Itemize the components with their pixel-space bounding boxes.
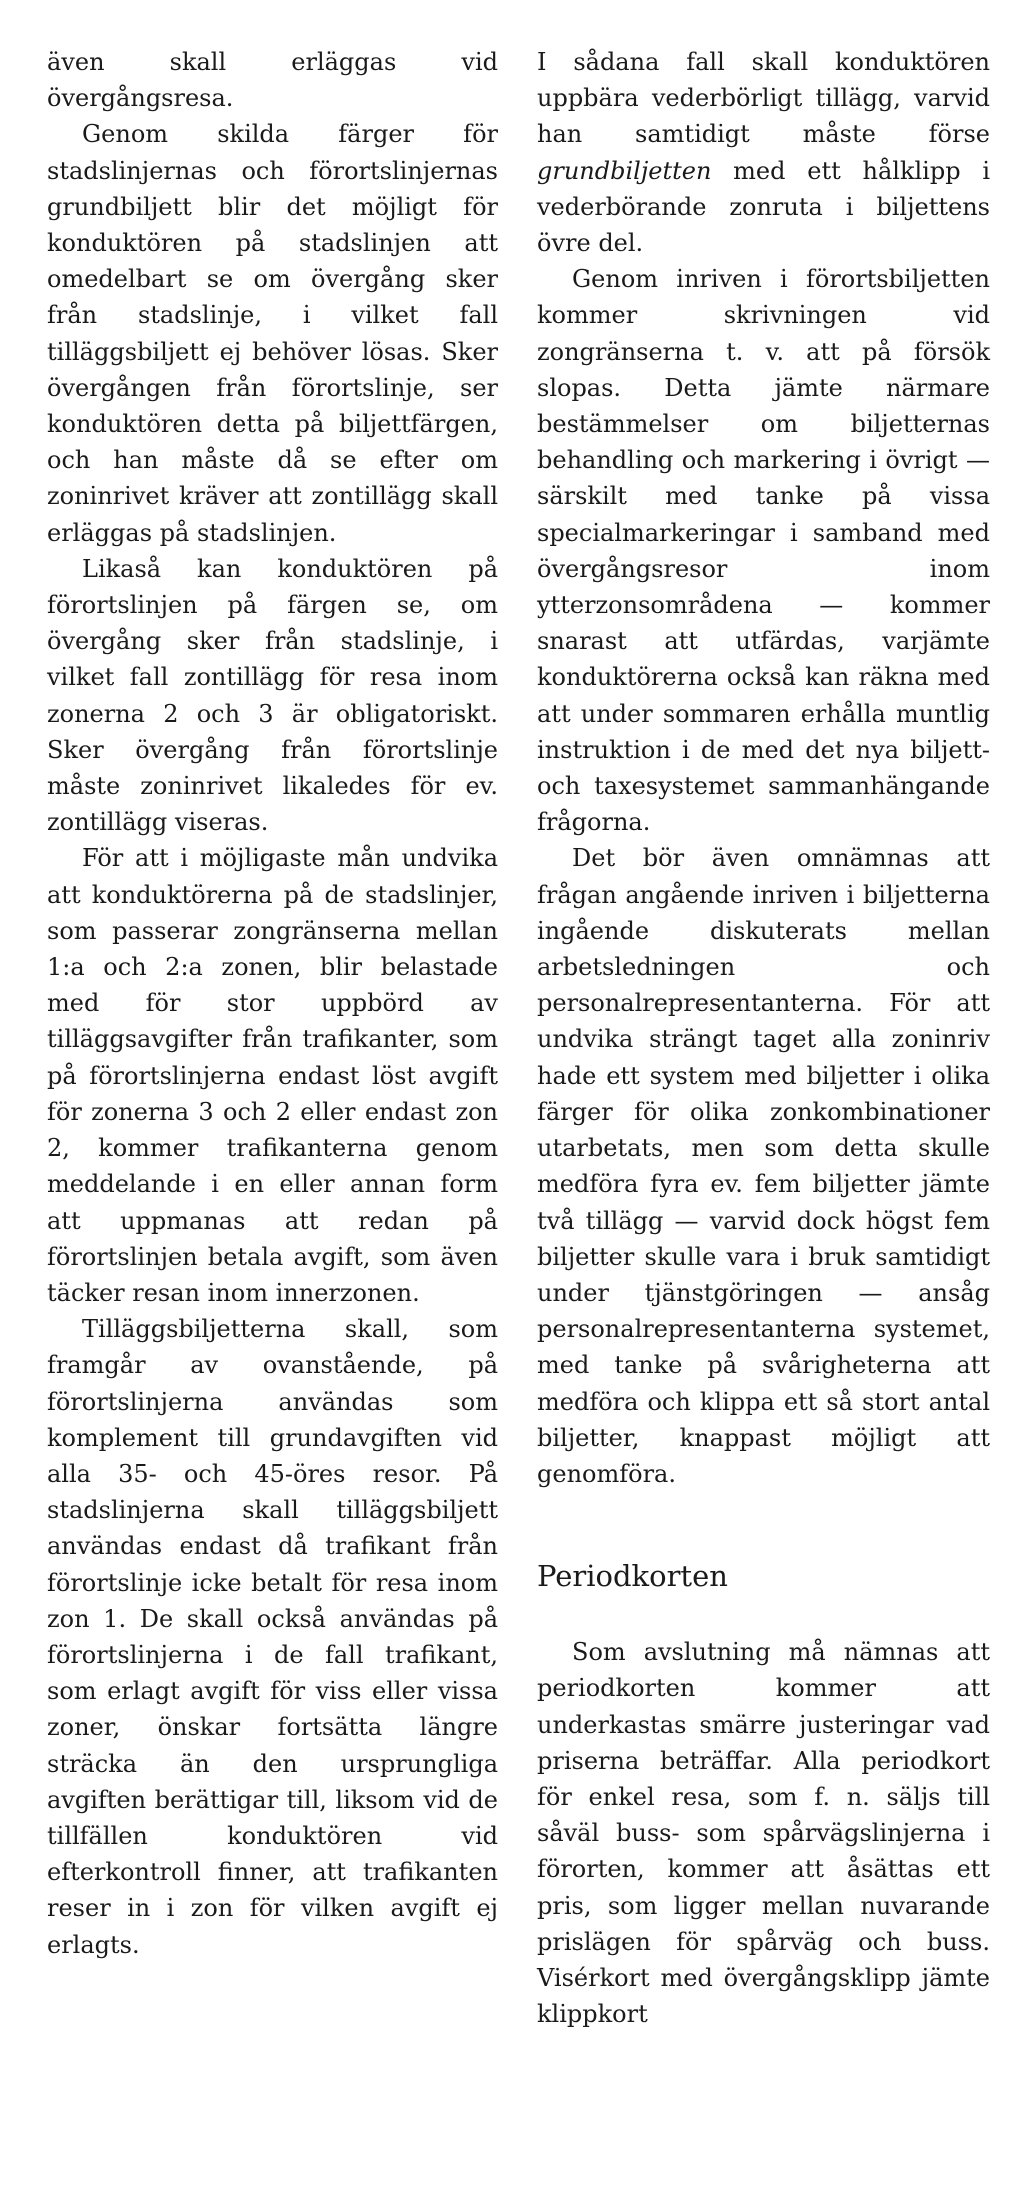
paragraph-sadana-fall-text-a: I sådana fall skall konduktören uppbära vederbörligt tillägg, varvid han samtidigt måste förse xyxy=(537,48,990,149)
paragraph-colors: Genom skilda färger för stadslinjernas och förortslinjernas grundbiljett blir det möjligt för konduktören på stadslinjen att omedelbart se om övergång sker från stadslinje, i vilket fall tilläggsbiljett ej behöver lösas. Sker övergången från förortslinje, ser konduktören detta på biljettfärgen, och han måste då se efter om zoninrivet kräver att zontillägg skall erläggas på stadslinjen. xyxy=(47,120,498,547)
paragraph-sadana-fall-text-b: med ett hålklipp i vederbörande zonruta i biljettens övre del. xyxy=(537,156,990,258)
section-heading-container xyxy=(537,1492,990,1616)
section-heading: Periodkorten xyxy=(537,1559,728,1594)
paragraph-mojligaste: För att i möjligaste mån undvika att konduktörerna på de stadslinjer, som passerar zongränserna mellan 1:a och 2:a zonen, blir belastade med för stor uppbörd av tilläggsavgifter från trafikanter, som på förortslinjerna endast löst avgift för zonerna 3 och 2 eller endast zon 2, kommer trafikanterna genom meddelande i en eller annan form att uppmanas att redan på förortslinjen betala avgift, som även täcker resan inom innerzonen. xyxy=(47,844,498,1307)
left-text-column xyxy=(47,44,498,1963)
paragraph-inriven: Genom inriven i förortsbiljetten kommer skrivningen vid zongränserna t. v. att på försök slopas. Detta jämte närmare bestämmelser om biljetternas behandling och markering i övrigt — särskilt med tanke på vissa specialmarkeringar i samband med övergångsresor inom ytterzonsområdena — kommer snarast att utfärdas, varjämte konduktörerna också kan räkna med att under sommaren erhålla muntlig instruktion i de med det nya biljett- och taxesystemet sammanhängande frågorna. xyxy=(537,265,990,837)
grundbiljetten-emphasis: grundbiljetten xyxy=(537,156,712,185)
paragraph-tillaggsbiljetterna: Tilläggsbiljetterna skall, som framgår av ovanstående, på förortslinjerna användas som komplement till grundavgiften vid alla 35- och 45-öres resor. På stadslinjerna skall tilläggsbiljett användas endast då trafikant från förortslinje icke betalt för resa inom zon 1. De skall också användas på förortslinjerna i de fall trafikant, som erlagt avgift för viss eller vissa zoner, önskar fortsätta längre sträcka än den ursprungliga avgiften berättigar till, liksom vid de tillfällen konduktören vid efterkontroll finner, att trafikanten reser in i zon för vilken avgift ej erlagts. xyxy=(47,1315,498,1959)
paragraph-continuation: även skall erläggas vid övergångsresa. xyxy=(47,48,498,113)
right-text-column xyxy=(537,44,990,2032)
paragraph-omnamnas: Det bör även omnämnas att frågan angående inriven i biljetterna ingående diskuterats mellan arbetsledningen och personalrepresentanterna. För att undvika strängt taget alla zoninriv hade ett system med biljetter i olika färger för olika zonkombinationer utarbetats, men som detta skulle medföra fyra ev. fem biljetter jämte två tillägg — varvid dock högst fem biljetter skulle vara i bruk samtidigt under tjänstgöringen — ansåg personalrepresentanterna systemet, med tanke på svårigheterna att medföra och klippa ett så stort antal biljetter, knappast möjligt att genomföra. xyxy=(537,844,990,1488)
paragraph-periodkort: Som avslutning må nämnas att periodkorten kommer att underkastas smärre justeringar vad priserna beträffar. Alla periodkort för enkel resa, som f. n. säljs till såväl buss- som spårvägslinjerna i förorten, kommer att åsättas ett pris, som ligger mellan nuvarande prislägen för spårväg och buss. Visérkort med övergångsklipp jämte klippkort xyxy=(537,1638,990,2029)
paragraph-sadana-fall xyxy=(537,44,990,261)
paragraph-likasa: Likaså kan konduktören på förortslinjen på färgen se, om övergång sker från stadslinje, i vilket fall zontillägg för resa inom zonerna 2 och 3 är obligatoriskt. Sker övergång från förortslinje måste zoninrivet likaledes för ev. zontillägg viseras. xyxy=(47,554,498,837)
